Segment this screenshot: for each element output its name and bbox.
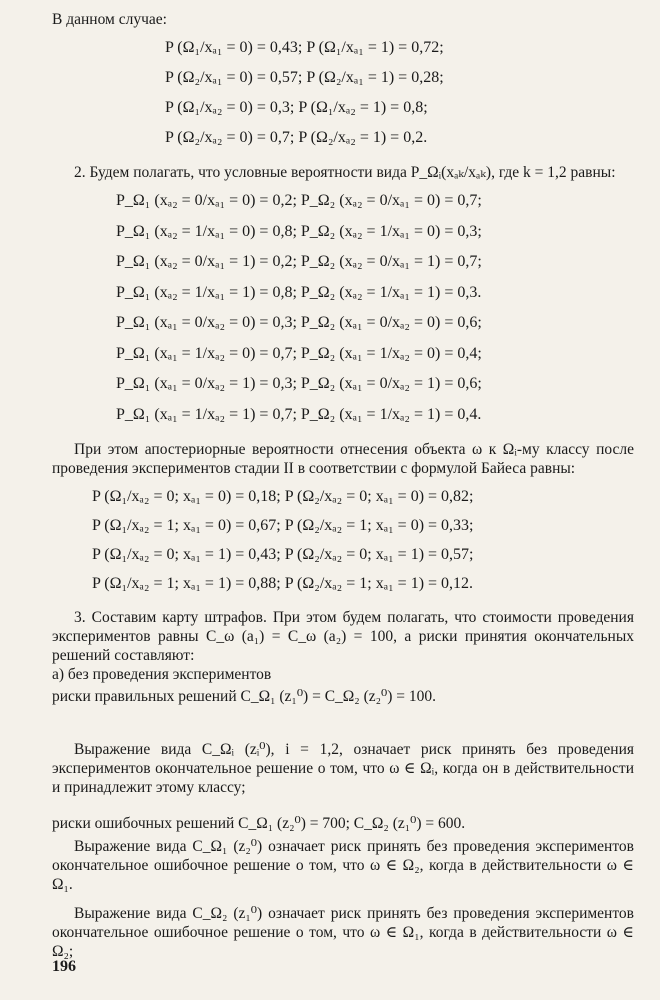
equation-line: P_Ω₁ (xₐ₂ = 0/xₐ₁ = 0) = 0,2; P_Ω₂ (xₐ₂ = 0/xₐ₁ = 0) = 0,7;: [116, 192, 482, 209]
equation-line: P_Ω₁ (xₐ₁ = 1/xₐ₂ = 0) = 0,7; P_Ω₂ (xₐ₁ = 1/xₐ₂ = 0) = 0,4;: [116, 344, 482, 362]
page-number: 196: [52, 958, 76, 975]
conditional-probabilities-block: [52, 186, 634, 430]
paragraph-expression-c1: Выражение вида C_Ω₁ (z₂⁰) означает риск принять без проведения экспериментов окончательное ошибочное решение о том, что ω ∈ Ω₂, когда в действительности ω ∈ Ω₁.: [52, 838, 634, 893]
paragraph-conditional-probabilities: 2. Будем полагать, что условные вероятности вида P_Ωᵢ(xₐₖ/xₐₖ), где k = 1,2 равны:: [74, 164, 616, 181]
equation-line: P (Ω₁/xₐ₂ = 0; xₐ₁ = 1) = 0,43; P (Ω₂/xₐ₂ = 0; xₐ₁ = 1) = 0,57;: [92, 546, 474, 563]
equation-line: P_Ω₁ (xₐ₂ = 1/xₐ₁ = 0) = 0,8; P_Ω₂ (xₐ₂ = 1/xₐ₁ = 0) = 0,3;: [116, 222, 482, 240]
equation-line: P (Ω₁/xₐ₁ = 0) = 0,43; P (Ω₁/xₐ₁ = 1) = 0,72;: [165, 39, 444, 56]
equation-line: P (Ω₁/xₐ₂ = 1; xₐ₁ = 0) = 0,67; P (Ω₂/xₐ₂ = 1; xₐ₁ = 0) = 0,33;: [92, 517, 474, 534]
equation-line: P_Ω₁ (xₐ₁ = 0/xₐ₂ = 0) = 0,3; P_Ω₂ (xₐ₁ = 0/xₐ₂ = 0) = 0,6;: [116, 314, 482, 331]
paragraph-posterior-probabilities: При этом апостериорные вероятности отнесения объекта ω к Ωᵢ-му классу после проведения экспериментов стадии II в соответствии с формулой Байеса равны:: [52, 441, 634, 477]
equation-line: P (Ω₁/xₐ₂ = 0; xₐ₁ = 0) = 0,18; P (Ω₂/xₐ₂ = 0; xₐ₁ = 0) = 0,82;: [92, 488, 474, 505]
paragraph-penalty-map: 3. Составим карту штрафов. При этом будем полагать, что стоимости проведения экспериментов равны C_ω (a₁) = C_ω (a₂) = 100, а риски принятия окончательных решений составляют:: [52, 609, 634, 664]
intro-text: В данном случае:: [52, 11, 167, 28]
equation-line: P_Ω₁ (xₐ₁ = 0/xₐ₂ = 1) = 0,3; P_Ω₂ (xₐ₁ = 0/xₐ₂ = 1) = 0,6;: [116, 375, 482, 392]
equation-line: P_Ω₁ (xₐ₂ = 1/xₐ₁ = 1) = 0,8; P_Ω₂ (xₐ₂ = 1/xₐ₁ = 1) = 0,3.: [116, 283, 482, 301]
equation-line: P (Ω₁/xₐ₂ = 0) = 0,3; P (Ω₁/xₐ₂ = 1) = 0,8;: [165, 99, 428, 116]
equation-line: P (Ω₁/xₐ₂ = 1; xₐ₁ = 1) = 0,88; P (Ω₂/xₐ₂ = 1; xₐ₁ = 1) = 0,12.: [92, 575, 474, 592]
equation-line: P (Ω₂/xₐ₂ = 0) = 0,7; P (Ω₂/xₐ₂ = 1) = 0,2.: [165, 129, 428, 146]
prior-probabilities-block: [52, 33, 634, 153]
equation-line: P (Ω₂/xₐ₁ = 0) = 0,57; P (Ω₂/xₐ₁ = 1) = 0,28;: [165, 69, 444, 86]
equation-line: P_Ω₁ (xₐ₂ = 0/xₐ₁ = 1) = 0,2; P_Ω₂ (xₐ₂ = 0/xₐ₁ = 1) = 0,7;: [116, 253, 482, 270]
paragraph-expression-meaning: Выражение вида C_Ωᵢ (zᵢ⁰), i = 1,2, означает риск принять без проведения экспериментов окончательное решение о том, что ω ∈ Ωᵢ, когда он в действительности и принадлежит этому классу;: [52, 741, 634, 796]
risk-wrong-decisions: риски ошибочных решений C_Ω₁ (z₂⁰) = 700; C_Ω₂ (z₁⁰) = 600.: [52, 815, 466, 832]
paragraph-expression-c2: Выражение вида C_Ω₂ (z₁⁰) означает риск принять без проведения экспериментов окончательное ошибочное решение о том, что ω ∈ Ω₁, когда в действительности ω ∈ Ω₂;: [52, 905, 634, 960]
list-item-a: а) без проведения экспериментов: [52, 666, 272, 683]
equation-line: P_Ω₁ (xₐ₁ = 1/xₐ₂ = 1) = 0,7; P_Ω₂ (xₐ₁ = 1/xₐ₂ = 1) = 0,4.: [116, 405, 482, 423]
posterior-probabilities-block: [52, 482, 634, 598]
risk-correct-decisions: риски правильных решений C_Ω₁ (z₁⁰) = C_Ω₂ (z₂⁰) = 100.: [52, 688, 437, 705]
